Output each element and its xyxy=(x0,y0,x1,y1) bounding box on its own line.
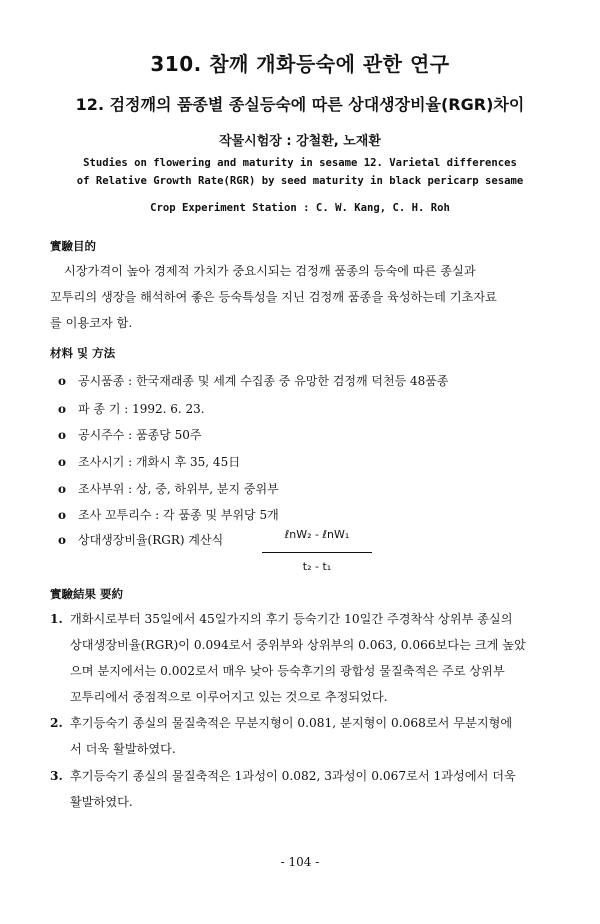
list-item xyxy=(58,372,448,389)
english-title xyxy=(40,154,560,190)
result-line: 으며 분지에서는 0.002로서 매우 낮아 등숙후기의 광합성 물질축적은 주로 상위부 xyxy=(70,664,505,678)
fraction-bar xyxy=(262,552,372,553)
result-line: 활발하였다. xyxy=(70,795,133,809)
english-title-line: Studies on flowering and maturity in sesame 12. Varietal differences xyxy=(83,157,517,169)
page-number: - 104 - xyxy=(280,855,320,869)
list-item xyxy=(58,506,279,523)
bullet-icon: o xyxy=(58,533,67,547)
formula-denominator: t₂ - t₁ xyxy=(302,560,332,573)
list-item-text: 파 종 기 : 1992. 6. 23. xyxy=(78,402,205,416)
result-line: 상대생장비율(RGR)이 0.094로서 중위부와 상위부의 0.063, 0.066보다는 크게 높았 xyxy=(70,638,526,652)
paragraph-line: 를 이용코자 함. xyxy=(50,316,133,330)
result-number: 3. xyxy=(50,769,63,783)
bullet-icon: o xyxy=(58,508,67,522)
section-heading-results: 實驗結果 要約 xyxy=(50,587,124,601)
section-heading-materials: 材料 및 方法 xyxy=(50,346,116,360)
paragraph-line: 시장가격이 높아 경제적 가치가 중요시되는 검정깨 품종의 등숙에 따른 종실과 xyxy=(64,264,476,278)
result-number: 2. xyxy=(50,716,63,730)
list-item xyxy=(58,453,240,470)
result-item xyxy=(50,710,570,762)
paper-subtitle: 12. 검정깨의 품종별 종실등숙에 따른 상대생장비율(RGR)차이 xyxy=(75,95,525,114)
list-item-text: 조사 꼬투리수 : 각 품종 및 부위당 5개 xyxy=(78,508,279,522)
paper-title: 310. 참깨 개화등숙에 관한 연구 xyxy=(150,52,450,76)
list-item-text: 조사시기 : 개화시 후 35, 45日 xyxy=(78,455,241,469)
list-item xyxy=(58,400,205,417)
list-item xyxy=(58,426,202,443)
result-item xyxy=(50,606,570,710)
list-item-text: 공시품종 : 한국재래종 및 세계 수집종 중 유망한 검정깨 덕천등 48품종 xyxy=(78,374,449,388)
rgr-formula xyxy=(262,528,372,574)
result-number: 1. xyxy=(50,612,63,626)
result-line: 꼬투리에서 중점적으로 이루어지고 있는 것으로 추정되었다. xyxy=(70,690,388,704)
bullet-icon: o xyxy=(58,482,67,496)
objective-paragraph xyxy=(50,258,570,336)
bullet-icon: o xyxy=(58,455,67,469)
list-item-text: 상대생장비율(RGR) 계산식 xyxy=(78,533,224,547)
result-line: 개화시로부터 35일에서 45일가지의 후기 등숙기간 10일간 주경착삭 상위부 종실의 xyxy=(70,612,513,626)
result-item xyxy=(50,763,570,815)
bullet-icon: o xyxy=(58,428,67,442)
paragraph-line: 꼬투리의 생장을 해석하여 좋은 등숙특성을 지닌 검정깨 품종을 육성하는데 기초자료 xyxy=(50,290,497,304)
section-heading-objective: 實驗目的 xyxy=(50,239,96,253)
bullet-icon: o xyxy=(58,402,67,416)
english-authors: Crop Experiment Station : C. W. Kang, C. H. Roh xyxy=(150,202,450,214)
list-item xyxy=(58,531,223,548)
result-line: 서 더욱 활발하였다. xyxy=(70,742,176,756)
authors-korean: 작물시험장 : 강철환, 노재환 xyxy=(219,134,381,149)
result-line: 후기등숙기 종실의 물질축적은 무분지형이 0.081, 분지형이 0.068로서 무분지형에 xyxy=(70,716,513,730)
list-item xyxy=(58,480,279,497)
list-item-text: 조사부위 : 상, 중, 하위부, 분지 중위부 xyxy=(78,482,279,496)
list-item-text: 공시주수 : 품종당 50주 xyxy=(78,428,202,442)
formula-numerator: ℓnW₂ - ℓnW₁ xyxy=(284,528,350,541)
bullet-icon: o xyxy=(58,374,67,388)
english-title-line: of Relative Growth Rate(RGR) by seed maturity in black pericarp sesame xyxy=(76,175,524,187)
result-line: 후기등숙기 종실의 물질축적은 1과성이 0.082, 3과성이 0.067로서 1과성에서 더욱 xyxy=(70,769,516,783)
